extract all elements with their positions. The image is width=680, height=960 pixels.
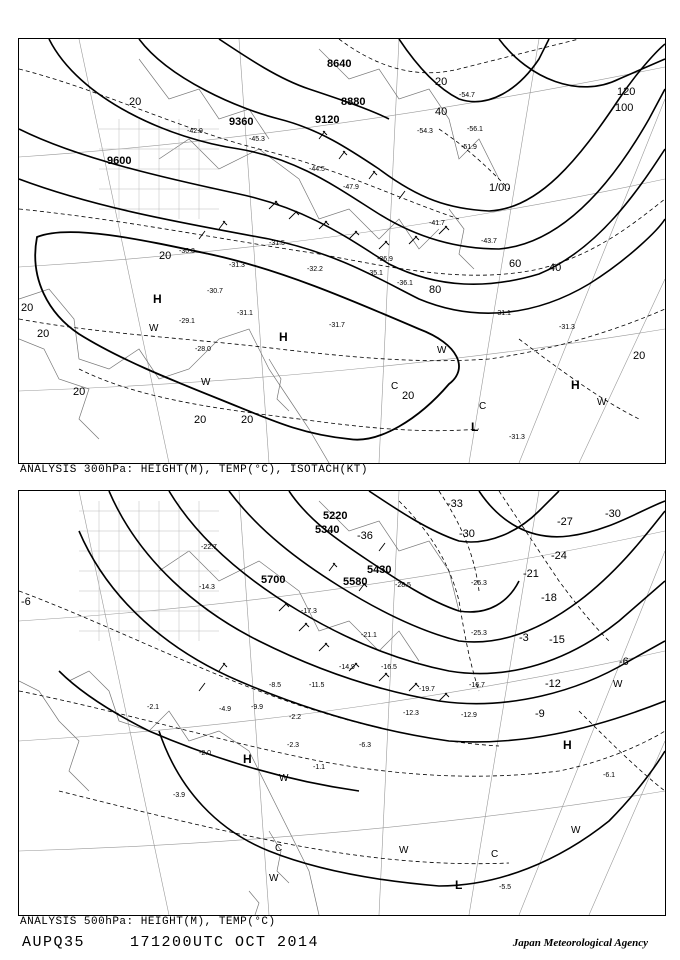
height-label: 8880	[341, 96, 366, 108]
temp-contour-label: -27	[557, 516, 573, 528]
isotach-20kt-region	[35, 232, 459, 440]
air-marks	[269, 679, 623, 884]
temp-label: -43.7	[481, 238, 497, 245]
high-pressure-center: H	[243, 752, 252, 766]
temp-contour-label: -6	[21, 596, 31, 608]
temp-label: -54.3	[417, 128, 433, 135]
temp-label: -31.7	[329, 322, 345, 329]
warm-mark: W	[613, 679, 623, 690]
temp-label: -47.9	[343, 184, 359, 191]
height-contours	[19, 39, 665, 313]
warm-mark: W	[279, 773, 289, 784]
temp-contour-label: -9	[535, 708, 545, 720]
warm-mark: W	[437, 345, 447, 356]
temp-label: -36.9	[377, 256, 393, 263]
temp-label: -22.7	[201, 544, 217, 551]
height-label: 9600	[107, 155, 132, 167]
warm-mark: W	[269, 873, 279, 884]
temp-contour-label: -30	[605, 508, 621, 520]
temp-label: -30.7	[207, 288, 223, 295]
height-label: 9120	[315, 114, 340, 126]
warm-mark: W	[201, 377, 211, 388]
warm-mark: W	[571, 825, 581, 836]
temp-contour-label: -15	[549, 634, 565, 646]
temp-label: -54.7	[459, 92, 475, 99]
height-label: 9360	[229, 116, 254, 128]
graticule	[19, 491, 665, 915]
temp-label: -31.3	[229, 262, 245, 269]
temp-label: -56.1	[467, 126, 483, 133]
low-pressure-center: L	[471, 420, 479, 434]
isotach-label: 20	[241, 414, 254, 426]
isotach-label: 20	[21, 302, 34, 314]
temp-label: -31.1	[495, 310, 511, 317]
temp-label: -17.3	[301, 608, 317, 615]
temp-label: -2.3	[287, 742, 300, 749]
temp-label: -2.0	[199, 750, 212, 757]
temp-label: -26.3	[471, 580, 487, 587]
isotach-label: 60	[509, 258, 522, 270]
temp-label: -14.3	[199, 584, 215, 591]
temperature-isotherms	[19, 491, 665, 864]
isotach-label: 1/00	[489, 182, 511, 194]
temp-contour-label: -18	[541, 592, 557, 604]
temp-contour-label: -36	[357, 530, 373, 542]
warm-mark: W	[149, 323, 159, 334]
coastlines	[19, 49, 499, 463]
warm-mark: W	[399, 845, 409, 856]
temp-label: -35.1	[367, 270, 383, 277]
temp-contour-label: -6	[619, 656, 629, 668]
temp-label: -51.9	[461, 144, 477, 151]
agency-name: Japan Meteorological Agency	[512, 937, 648, 949]
isotach-label: 20	[633, 350, 646, 362]
temp-label: -14.9	[339, 664, 355, 671]
temp-label: -16.5	[381, 664, 397, 671]
temp-label: -2.2	[289, 714, 302, 721]
high-pressure-center: H	[279, 330, 288, 344]
chart-300hpa	[18, 38, 666, 464]
height-label: 8640	[327, 58, 352, 70]
cold-mark: C	[275, 843, 283, 854]
isotach-label: 20	[435, 76, 448, 88]
temp-label: -30.3	[179, 248, 195, 255]
isotach-label: 20	[402, 390, 415, 402]
temp-label: -28.5	[395, 582, 411, 589]
chart-500hpa-map	[19, 491, 665, 915]
chart-300hpa-map	[19, 39, 665, 463]
coastlines	[19, 501, 459, 915]
chart-500hpa-caption: ANALYSIS 500hPa: HEIGHT(M), TEMP(°C)	[20, 916, 276, 928]
valid-time: 171200UTC OCT 2014	[130, 934, 320, 951]
temp-label: -36.1	[397, 280, 413, 287]
isotach-label: 20	[129, 96, 142, 108]
temp-label: -45.3	[249, 136, 265, 143]
temp-label: -16.7	[469, 682, 485, 689]
cold-mark: C	[479, 401, 487, 412]
temp-label: -9.9	[251, 704, 264, 711]
isotach-label: 40	[549, 262, 562, 274]
isotach-label: 20	[37, 328, 50, 340]
temp-label: -28.0	[195, 346, 211, 353]
high-pressure-center: H	[153, 292, 162, 306]
height-label: 5340	[315, 524, 340, 536]
isotach-label: 80	[429, 284, 442, 296]
temp-label: -42.9	[187, 128, 203, 135]
chart-500hpa	[18, 490, 666, 916]
temp-label: -3.9	[173, 792, 186, 799]
temp-contour-label: -12	[545, 678, 561, 690]
temp-label: -32.2	[307, 266, 323, 273]
pressure-centers	[153, 292, 580, 434]
temp-label: -1.1	[313, 764, 326, 771]
temp-label: -44.5	[309, 166, 325, 173]
temp-label: -4.9	[219, 706, 232, 713]
temp-label: -12.3	[403, 710, 419, 717]
height-labels	[107, 58, 365, 167]
isotach-labels	[21, 76, 645, 426]
temp-label: -5.5	[499, 884, 512, 891]
temp-contour-label: -24	[551, 550, 567, 562]
height-label: 5220	[323, 510, 348, 522]
temp-contour-label: -21	[523, 568, 539, 580]
temp-label: -31.5	[269, 240, 285, 247]
cold-mark: C	[491, 849, 499, 860]
warm-mark: W	[597, 397, 607, 408]
high-pressure-center: H	[571, 378, 580, 392]
height-label: 5580	[343, 576, 368, 588]
temp-label: -31.3	[509, 434, 525, 441]
isotach-label: 20	[194, 414, 207, 426]
temp-label: -12.9	[461, 712, 477, 719]
isotach-label: 40	[435, 106, 448, 118]
temp-label: -2.1	[147, 704, 160, 711]
chart-300hpa-caption: ANALYSIS 300hPa: HEIGHT(M), TEMP(°C), ISOTACH(KT)	[20, 464, 368, 476]
temp-contour-label: -33	[447, 498, 463, 510]
isotach-label: 120	[617, 86, 636, 98]
temp-label: -31.1	[237, 310, 253, 317]
temp-label: -29.1	[179, 318, 195, 325]
temp-label: -41.7	[429, 220, 445, 227]
temp-label: -6.1	[603, 772, 616, 779]
isotach-label: 20	[159, 250, 172, 262]
temp-label: -19.7	[419, 686, 435, 693]
temp-label: -25.3	[471, 630, 487, 637]
temp-label: -11.5	[309, 682, 325, 689]
isotach-label: 20	[73, 386, 86, 398]
temp-contour-label: -30	[459, 528, 475, 540]
height-label: 5430	[367, 564, 392, 576]
temp-label: -8.5	[269, 682, 282, 689]
temp-label: -21.1	[361, 632, 377, 639]
cold-mark: C	[391, 381, 399, 392]
temp-label: -31.3	[559, 324, 575, 331]
height-labels	[261, 510, 391, 588]
high-pressure-center: H	[563, 738, 572, 752]
product-code: AUPQ35	[22, 934, 86, 951]
temp-label: -6.3	[359, 742, 372, 749]
temp-contour-label: -3	[519, 632, 529, 644]
pressure-centers	[243, 738, 572, 892]
isotach-label: 100	[615, 102, 634, 114]
low-pressure-center: L	[455, 878, 463, 892]
height-label: 5700	[261, 574, 286, 586]
